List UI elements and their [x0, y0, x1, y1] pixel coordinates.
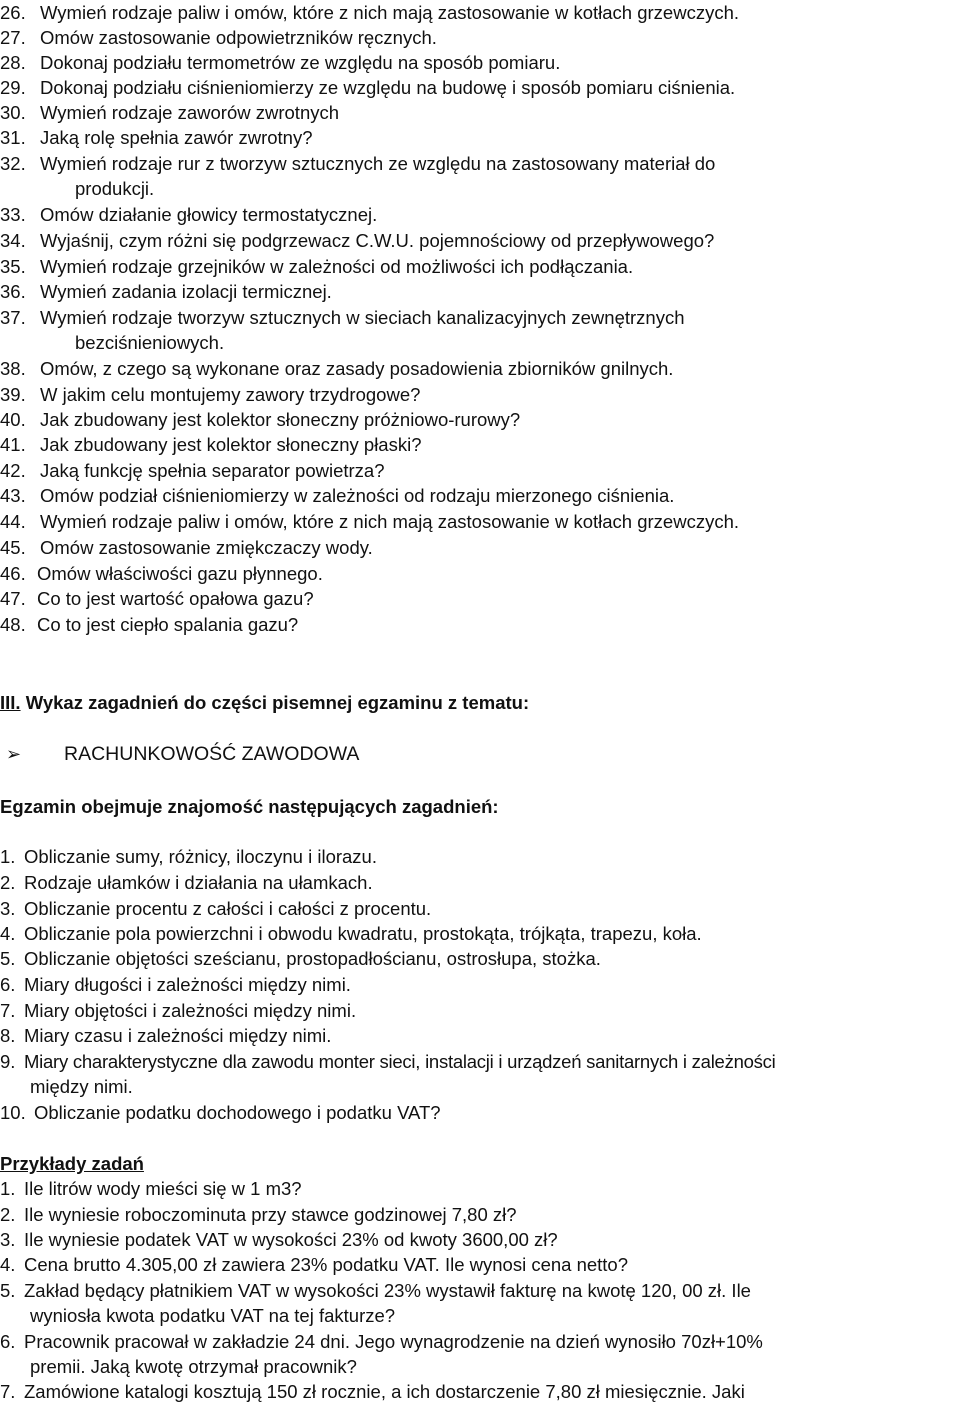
item-number: 2. — [0, 1204, 16, 1225]
item-text: Jak zbudowany jest kolektor słoneczny próżniowo-rurowy? — [40, 409, 521, 430]
list-item — [0, 561, 960, 587]
item-number: 2. — [0, 872, 16, 893]
item-text: Obliczanie podatku dochodowego i podatku VAT? — [34, 1102, 441, 1123]
list-item — [0, 382, 960, 408]
list-item — [0, 1049, 960, 1075]
item-number: 6. — [0, 974, 16, 995]
list-item — [0, 1329, 960, 1355]
list-item — [0, 1379, 960, 1405]
item-number: 7. — [0, 1381, 16, 1402]
item-text: Ile wyniesie roboczominuta przy stawce godzinowej 7,80 zł? — [24, 1204, 517, 1225]
item-text: Wyjaśnij, czym różni się podgrzewacz C.W.U. pojemnościowy od przepływowego? — [40, 230, 715, 251]
list-item-continuation: produkcji. — [75, 178, 155, 199]
item-number: 3. — [0, 898, 16, 919]
list-item — [0, 25, 960, 51]
item-text: Wymień rodzaje tworzyw sztucznych w sieciach kanalizacyjnych zewnętrznych — [40, 307, 685, 328]
list-item — [0, 1252, 960, 1278]
item-number: 37. — [0, 307, 26, 328]
item-number: 45. — [0, 537, 26, 558]
item-number: 36. — [0, 281, 26, 302]
list-item — [0, 202, 960, 228]
list-item — [0, 870, 960, 896]
item-text: Obliczanie sumy, różnicy, iloczynu i ilorazu. — [24, 846, 377, 867]
item-text: Miary długości i zależności między nimi. — [24, 974, 351, 995]
list-item — [0, 1100, 960, 1126]
scope-heading: Egzamin obejmuje znajomość następujących zagadnień: — [0, 796, 499, 817]
item-number: 33. — [0, 204, 26, 225]
examples-heading-text: Przykłady zadań — [0, 1153, 144, 1174]
item-text: Co to jest wartość opałowa gazu? — [37, 588, 314, 609]
item-text: Jak zbudowany jest kolektor słoneczny płaski? — [40, 434, 422, 455]
item-text: Ile litrów wody mieści się w 1 m3? — [24, 1178, 302, 1199]
item-number: 5. — [0, 1280, 16, 1301]
item-number: 30. — [0, 102, 26, 123]
item-number: 41. — [0, 434, 26, 455]
item-text: Wymień rodzaje rur z tworzyw sztucznych ze względu na zastosowany materiał do — [40, 153, 716, 174]
list-item — [0, 356, 960, 382]
list-item — [0, 458, 960, 484]
list-item — [0, 946, 960, 972]
list-item — [0, 100, 960, 126]
item-text: Obliczanie procentu z całości i całości z procentu. — [24, 898, 432, 919]
item-text: Co to jest ciepło spalania gazu? — [37, 614, 299, 635]
item-text: Zakład będący płatnikiem VAT w wysokości 23% wystawił fakturę na kwotę 120, 00 zł. Ile — [24, 1280, 751, 1301]
item-number: 7. — [0, 1000, 16, 1021]
item-number: 38. — [0, 358, 26, 379]
list-item — [0, 279, 960, 305]
item-number: 28. — [0, 52, 26, 73]
list-item — [0, 305, 960, 331]
item-number: 1. — [0, 1178, 16, 1199]
item-number: 43. — [0, 485, 26, 506]
list-item — [0, 432, 960, 458]
item-text: Zamówione katalogi kosztują 150 zł rocznie, a ich dostarczenie 7,80 zł miesięcznie. Jaki — [24, 1381, 745, 1402]
item-number: 9. — [0, 1051, 16, 1072]
item-number: 27. — [0, 27, 26, 48]
item-text: Wymień zadania izolacji termicznej. — [40, 281, 332, 302]
list-item — [0, 1176, 960, 1202]
item-text: Miary czasu i zależności między nimi. — [24, 1025, 332, 1046]
list-item — [0, 921, 960, 947]
item-number: 26. — [0, 2, 26, 23]
list-item — [0, 483, 960, 509]
item-number: 8. — [0, 1025, 16, 1046]
item-number: 32. — [0, 153, 26, 174]
item-text: Miary objętości i zależności między nimi. — [24, 1000, 357, 1021]
list-item-continuation: bezciśnieniowych. — [75, 332, 225, 353]
list-item — [0, 0, 960, 26]
list-item — [0, 612, 960, 638]
item-number: 40. — [0, 409, 26, 430]
item-text: Dokonaj podziału termometrów ze względu na sposób pomiaru. — [40, 52, 561, 73]
item-number: 42. — [0, 460, 26, 481]
item-text: Omów działanie głowicy termostatycznej. — [40, 204, 378, 225]
list-item — [0, 972, 960, 998]
list-item — [0, 151, 960, 177]
item-text: Dokonaj podziału ciśnieniomierzy ze względu na budowę i sposób pomiaru ciśnienia. — [40, 77, 736, 98]
list-item — [0, 535, 960, 561]
item-number: 47. — [0, 588, 26, 609]
list-item — [0, 1227, 960, 1253]
section-title: Wykaz zagadnień do części pisemnej egzaminu z tematu: — [25, 692, 530, 713]
list-item — [0, 50, 960, 76]
list-item-continuation: premii. Jaką kwotę otrzymał pracownik? — [30, 1356, 357, 1377]
item-number: 34. — [0, 230, 26, 251]
item-text: Omów, z czego są wykonane oraz zasady posadowienia zbiorników gnilnych. — [40, 358, 674, 379]
list-item — [0, 844, 960, 870]
list-item — [0, 509, 960, 535]
item-text: Jaką rolę spełnia zawór zwrotny? — [40, 127, 313, 148]
item-number: 1. — [0, 846, 16, 867]
list-item-continuation: między nimi. — [30, 1076, 133, 1097]
item-text: Jaką funkcję spełnia separator powietrza? — [40, 460, 385, 481]
item-number: 4. — [0, 1254, 16, 1275]
item-text: Wymień rodzaje grzejników w zależności od możliwości ich podłączania. — [40, 256, 634, 277]
list-item-continuation: wyniosła kwota podatku VAT na tej fakturze? — [30, 1305, 396, 1326]
item-number: 46. — [0, 563, 26, 584]
item-text: Pracownik pracował w zakładzie 24 dni. Jego wynagrodzenie na dzień wynosiło 70zł+10% — [24, 1331, 763, 1352]
list-item — [0, 407, 960, 433]
item-text: Wymień rodzaje paliw i omów, które z nich mają zastosowanie w kotłach grzewczych. — [40, 511, 739, 532]
item-number: 5. — [0, 948, 16, 969]
item-number: 31. — [0, 127, 26, 148]
item-number: 29. — [0, 77, 26, 98]
item-text: Wymień rodzaje zaworów zwrotnych — [40, 102, 340, 123]
arrow-bullet-icon: ➢ — [6, 744, 22, 765]
item-number: 48. — [0, 614, 26, 635]
item-text: Ile wyniesie podatek VAT w wysokości 23% od kwoty 3600,00 zł? — [24, 1229, 558, 1250]
item-text: Obliczanie objętości sześcianu, prostopadłościanu, ostrosłupa, stożka. — [24, 948, 601, 969]
list-item — [0, 998, 960, 1024]
subject-line — [0, 741, 359, 768]
examples-heading — [0, 1151, 144, 1177]
list-item — [0, 1278, 960, 1304]
item-text: Obliczanie pola powierzchni i obwodu kwadratu, prostokąta, trójkąta, trapezu, koła. — [24, 923, 702, 944]
item-text: Wymień rodzaje paliw i omów, które z nich mają zastosowanie w kotłach grzewczych. — [40, 2, 739, 23]
item-number: 6. — [0, 1331, 16, 1352]
item-number: 3. — [0, 1229, 16, 1250]
list-item — [0, 1202, 960, 1228]
item-number: 35. — [0, 256, 26, 277]
item-text: Omów podział ciśnieniomierzy w zależności od rodzaju mierzonego ciśnienia. — [40, 485, 675, 506]
item-number: 10. — [0, 1102, 26, 1123]
item-text: Omów zastosowanie odpowietrzników ręcznych. — [40, 27, 437, 48]
item-text: Miary charakterystyczne dla zawodu monter sieci, instalacji i urządzeń sanitarnych i zależności — [24, 1051, 776, 1072]
item-text: W jakim celu montujemy zawory trzydrogowe? — [40, 384, 421, 405]
section-numeral: III. — [0, 692, 21, 713]
list-item — [0, 228, 960, 254]
item-text: Omów zastosowanie zmiękczaczy wody. — [40, 537, 373, 558]
item-number: 39. — [0, 384, 26, 405]
item-text: Omów właściwości gazu płynnego. — [37, 563, 323, 584]
list-item — [0, 1023, 960, 1049]
list-item — [0, 125, 960, 151]
item-number: 44. — [0, 511, 26, 532]
list-item — [0, 896, 960, 922]
item-text: Cena brutto 4.305,00 zł zawiera 23% podatku VAT. Ile wynosi cena netto? — [24, 1254, 629, 1275]
section-heading — [0, 690, 529, 716]
list-item — [0, 254, 960, 280]
list-item — [0, 586, 960, 612]
item-number: 4. — [0, 923, 16, 944]
item-text: Rodzaje ułamków i działania na ułamkach. — [24, 872, 373, 893]
subject-label: RACHUNKOWOŚĆ ZAWODOWA — [64, 743, 360, 765]
list-item — [0, 75, 960, 101]
